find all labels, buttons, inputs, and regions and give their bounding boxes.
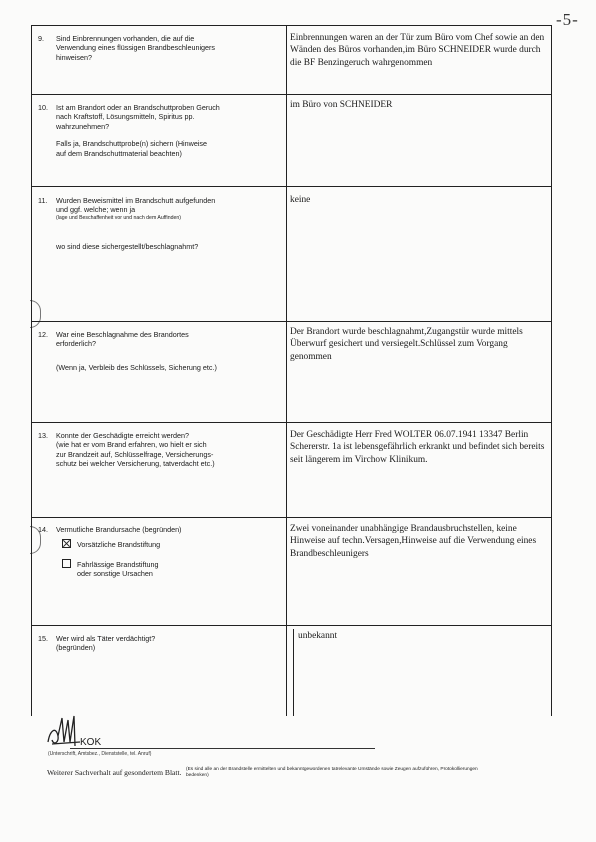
checkbox-unchecked-icon[interactable] (62, 559, 71, 568)
checkbox-checked-icon[interactable] (62, 539, 71, 548)
signature-line (70, 748, 375, 749)
column-divider (293, 629, 294, 716)
signature-rank: KOK (80, 737, 102, 748)
answer-15: unbekannt (298, 631, 338, 641)
question-12: 12. War eine Beschlagnahme des Brandortes erforderlich? (Wenn ja, Verbleib des Schlüssels, Sicherung etc.) (38, 330, 217, 372)
answer-13: Der Geschädigte Herr Fred WOLTER 06.07.1941 13347 Berlin Schererstr. 1a ist lebensgefährlich erkrankt und befindet sich bereits seit längerem im Virchow Klinikum. (290, 430, 545, 465)
answer-9: Einbrennungen waren an der Tür zum Büro vom Chef sowie an den Wänden des Büros vorhanden,im Büro SCHNEIDER wurde durch die BF Benzingeruch wahrgenommen (290, 33, 545, 68)
row-divider (32, 517, 551, 518)
handwritten-signature (44, 712, 84, 752)
page-number: -5- (556, 10, 579, 29)
question-11: 11. Wurden Beweismittel im Brandschutt aufgefunden und ggf. welche; wenn ja (lage und Beschaffenheit vor und nach dem Auffinden) wo sind diese sichergestellt/beschlagnahmt? (38, 196, 216, 251)
question-15: 15. Wer wird als Täter verdächtigt? (begründen) (38, 634, 156, 653)
answer-12: Der Brandort wurde beschlagnahmt,Zugangstür wurde mittels Überwurf gesichert und versiegelt.Schlüssel zum Vorgang genommen (290, 327, 523, 362)
row-divider (32, 321, 551, 322)
answer-10: im Büro von SCHNEIDER (290, 100, 393, 110)
report-form (31, 25, 552, 716)
answer-14: Zwei voneinander unabhängige Brandausbruchstellen, keine Hinweise auf techn.Versagen,Hinweise auf die Verwendung eines Brandbeschleunigers (290, 524, 537, 559)
question-10: 10. Ist am Brandort oder an Brandschuttproben Geruch nach Kraftstoff, Lösungsmitteln, Spiritus pp. wahrzunehmen? Falls ja, Brandschuttprobe(n) sichern (Hinweise auf dem Brandschuttmaterial beachten) (38, 103, 220, 158)
column-divider (286, 26, 287, 716)
row-divider (32, 186, 551, 187)
footer-text: Weiterer Sachverhalt auf gesondertem Blatt. (47, 768, 182, 777)
row-divider (32, 94, 551, 95)
answer-11: keine (290, 195, 311, 205)
option-negligent-arson[interactable]: Fahrlässige Brandstiftung oder sonstige Ursachen (62, 559, 159, 578)
question-9: 9. Sind Einbrennungen vorhanden, die auf die Verwendung eines flüssigen Brandbeschleunigers hinweisen? (38, 34, 216, 62)
question-13: 13. Konnte der Geschädigte erreicht werden? (wie hat er vom Brand erfahren, wo hielt er sich zur Brandzeit auf, Schlüsselfrage, Versicherungs- schutz bei welcher Versicherung, tatverdacht etc.) (38, 431, 215, 469)
signature-caption: (Unterschrift, Amtsbez., Dienststelle, tel. Anruf) (48, 751, 152, 757)
question-14: 14. Vermutliche Brandursache (begründen) (38, 525, 182, 534)
footer-note: (Es sind alle an der Brandstelle ermittelten und bekanntgewordenen tatrelevante Umstände sowie Zeugen aufzuführen, Protokollierungen bedenken) (186, 767, 478, 779)
row-divider (32, 422, 551, 423)
option-intentional-arson[interactable]: Vorsätzliche Brandstiftung (62, 539, 160, 549)
row-divider (32, 625, 551, 626)
